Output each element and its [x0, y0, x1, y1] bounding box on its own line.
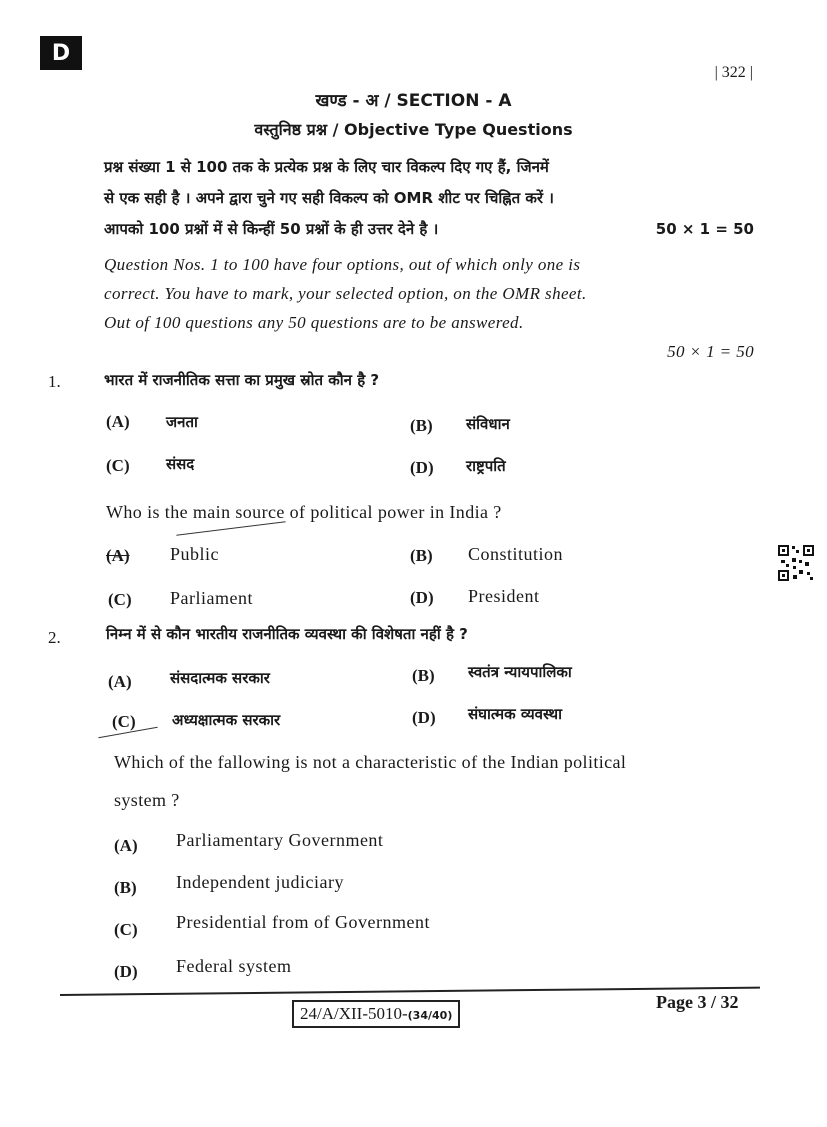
option-text: संसद: [166, 455, 195, 473]
instructions-hindi-line: से एक सही है । अपने द्वारा चुने गए सही विकल्प को OMR शीट पर चिह्नित करें ।: [104, 189, 554, 207]
option-label: (D): [410, 588, 434, 607]
option-text: संघात्मक व्यवस्था: [468, 705, 562, 723]
instructions-hindi-line: [104, 214, 754, 245]
option-label: (D): [412, 708, 436, 727]
option-label: (A): [106, 412, 130, 431]
option-label: (D): [114, 962, 138, 981]
option-label: (A): [114, 836, 138, 855]
page-number: Page 3 / 32: [656, 992, 739, 1012]
option-text: संविधान: [466, 415, 510, 433]
instructions-english-line: Question Nos. 1 to 100 have four options, out of which only one is: [104, 255, 581, 274]
option-label: (A): [106, 546, 130, 565]
question-number: 2.: [48, 628, 61, 647]
option-label: (C): [106, 456, 130, 475]
option-text: Constitution: [468, 544, 564, 564]
instructions-english: [104, 250, 754, 366]
option-text: President: [468, 586, 540, 606]
option-text: स्वतंत्र न्यायपालिका: [468, 663, 572, 681]
instructions-english-line: Out of 100 questions any 50 questions are to be answered.: [104, 313, 524, 332]
section-title: खण्ड - अ / SECTION - A: [315, 91, 512, 111]
instructions-hindi-text: आपको 100 प्रश्नों में से किन्हीं 50 प्रश्नों के ही उत्तर देने है ।: [104, 220, 439, 238]
option-label: (B): [412, 666, 435, 685]
option-label: (C): [108, 590, 132, 609]
set-badge: D: [40, 36, 82, 70]
paper-code: [292, 1000, 460, 1028]
question-2-text-hindi: निम्न में से कौन भारतीय राजनीतिक व्यवस्था की विशेषता नहीं है ?: [106, 625, 468, 643]
option-text: Federal system: [176, 956, 292, 976]
option-text: Parliamentary Government: [176, 830, 384, 850]
option-label: (B): [410, 546, 433, 565]
question-number: 1.: [48, 372, 61, 391]
instructions-english-line: correct. You have to mark, your selected option, on the OMR sheet.: [104, 284, 587, 303]
marks-hindi: 50 × 1 = 50: [655, 220, 754, 238]
marks-english: 50 × 1 = 50: [667, 342, 754, 361]
option-label: (A): [108, 672, 132, 691]
qr-code-icon: [777, 544, 815, 582]
question-2-text-english: Which of the fallowing is not a characteristic of the Indian political: [114, 752, 627, 772]
pen-stroke: [176, 521, 285, 535]
paper-code-main: 24/A/XII-5010-: [300, 1004, 408, 1023]
option-label: (D): [410, 458, 434, 477]
option-text: Parliament: [170, 588, 253, 608]
paper-code-small: (34/40): [407, 1009, 453, 1022]
instructions-hindi: [104, 152, 754, 245]
option-text: Independent judiciary: [176, 872, 344, 892]
question-1-text-hindi: भारत में राजनीतिक सत्ता का प्रमुख स्रोत कौन है ?: [104, 371, 380, 389]
footer-divider: [60, 987, 760, 996]
option-text: संसदात्मक सरकार: [170, 669, 270, 687]
option-text: Public: [170, 544, 220, 564]
paper-number: | 322 |: [714, 64, 753, 81]
instructions-hindi-line: प्रश्न संख्या 1 से 100 तक के प्रत्येक प्रश्न के लिए चार विकल्प दिए गए हैं, जिनमें: [104, 158, 549, 176]
option-text: जनता: [166, 413, 198, 431]
question-2-text-english-cont: system ?: [114, 790, 180, 810]
option-text: अध्यक्षात्मक सरकार: [172, 711, 281, 729]
option-label: (B): [410, 416, 433, 435]
option-text: Presidential from of Government: [176, 912, 430, 932]
section-subtitle: वस्तुनिष्ठ प्रश्न / Objective Type Questions: [254, 120, 573, 139]
option-text: राष्ट्रपति: [466, 457, 506, 475]
option-label: (C): [112, 712, 136, 731]
option-label: (C): [114, 920, 138, 939]
question-1-text-english: Who is the main source of political power in India ?: [106, 502, 502, 522]
option-label: (B): [114, 878, 137, 897]
